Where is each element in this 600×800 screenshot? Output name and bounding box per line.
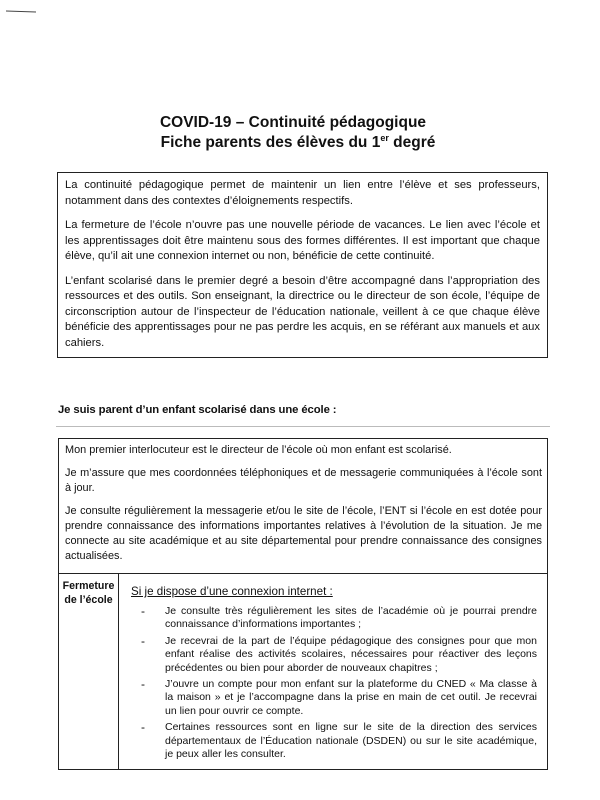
- list-item: - Certaines ressources sont en ligne sur le site de la direction des services départementaux de l’Éducation nationale (DSDEN) ou sur le site académique, je peux aller les consulter.: [165, 721, 537, 761]
- table-row-content: [119, 574, 547, 769]
- scan-artifact-line: [6, 10, 36, 12]
- parent-paragraph: Mon premier interlocuteur est le directeur de l’école où mon enfant est scolarisé.: [65, 444, 452, 456]
- title-line-2-prefix: Fiche parents des élèves du 1: [160, 134, 381, 151]
- list-item: - Je consulte très régulièrement les sites de l’académie où je pourrai prendre connaissance d’informations importantes ;: [165, 605, 537, 632]
- section-heading: Je suis parent d’un enfant scolarisé dans une école :: [58, 404, 337, 416]
- intro-paragraph: La continuité pédagogique permet de maintenir un lien entre l’élève et ses professeurs, notamment dans des contextes d’éloignements respectifs.: [65, 179, 540, 207]
- title-line-2-suffix: degré: [388, 134, 436, 151]
- section-divider: [56, 426, 550, 427]
- closure-table: [58, 574, 548, 770]
- internet-subheading: Si je dispose d’une connexion internet :: [131, 585, 333, 598]
- action-list: [131, 605, 537, 761]
- title-line-1: COVID-19 – Continuité pédagogique: [159, 114, 427, 131]
- list-item: - Je recevrai de la part de l’équipe pédagogique des consignes pour que mon enfant réalise des activités scolaires, nécessaires pour réactiver des leçons précédentes ou bien pour aborder de nouveaux chapitres ;: [165, 635, 537, 675]
- parent-paragraph: Je m’assure que mes coordonnées téléphoniques et de messagerie communiquées à l’école sont à jour.: [65, 467, 542, 494]
- intro-paragraph: La fermeture de l’école n’ouvre pas une nouvelle période de vacances. Le lien avec l’école et les apprentissages doit être maintenu sous des formes différentes. Il est important que chaque élève, qu’il ait une connexion internet ou non, bénéficie de cette continuité.: [65, 219, 540, 262]
- title-line-2: [0, 133, 600, 153]
- title-superscript: er: [380, 133, 389, 143]
- list-item: - J’ouvre un compte pour mon enfant sur la plateforme du CNED « Ma classe à la maison » et je l’accompagne dans la prise en main de cet outil. Je recevrai un lien pour ouvrir ce compte.: [165, 678, 537, 718]
- parent-paragraph: Je consulte régulièrement la messagerie et/ou le site de l’école, l’ENT si l’école en est dotée pour prendre connaissance des informations importantes relatives à l’évolution de la situation. Je me connecte au site académique et au site départemental pour prendre connaissance des consignes actualisées.: [65, 505, 542, 562]
- intro-box: [57, 172, 548, 358]
- table-row-label: Fermeture de l’école: [59, 574, 119, 769]
- intro-paragraph: L’enfant scolarisé dans le premier degré a besoin d’être accompagné dans l’appropriation des ressources et des outils. Son enseignant, la directrice ou le directeur de son école, l’équipe de circonscription autour de l’inspecteur de l’éducation nationale, veillent à ce que chaque élève bénéficie des apprentissages pour ne pas perdre les acquis, en se référant aux manuels et aux cahiers.: [65, 274, 540, 349]
- document-title: [0, 113, 600, 153]
- parent-info-box: [58, 438, 548, 574]
